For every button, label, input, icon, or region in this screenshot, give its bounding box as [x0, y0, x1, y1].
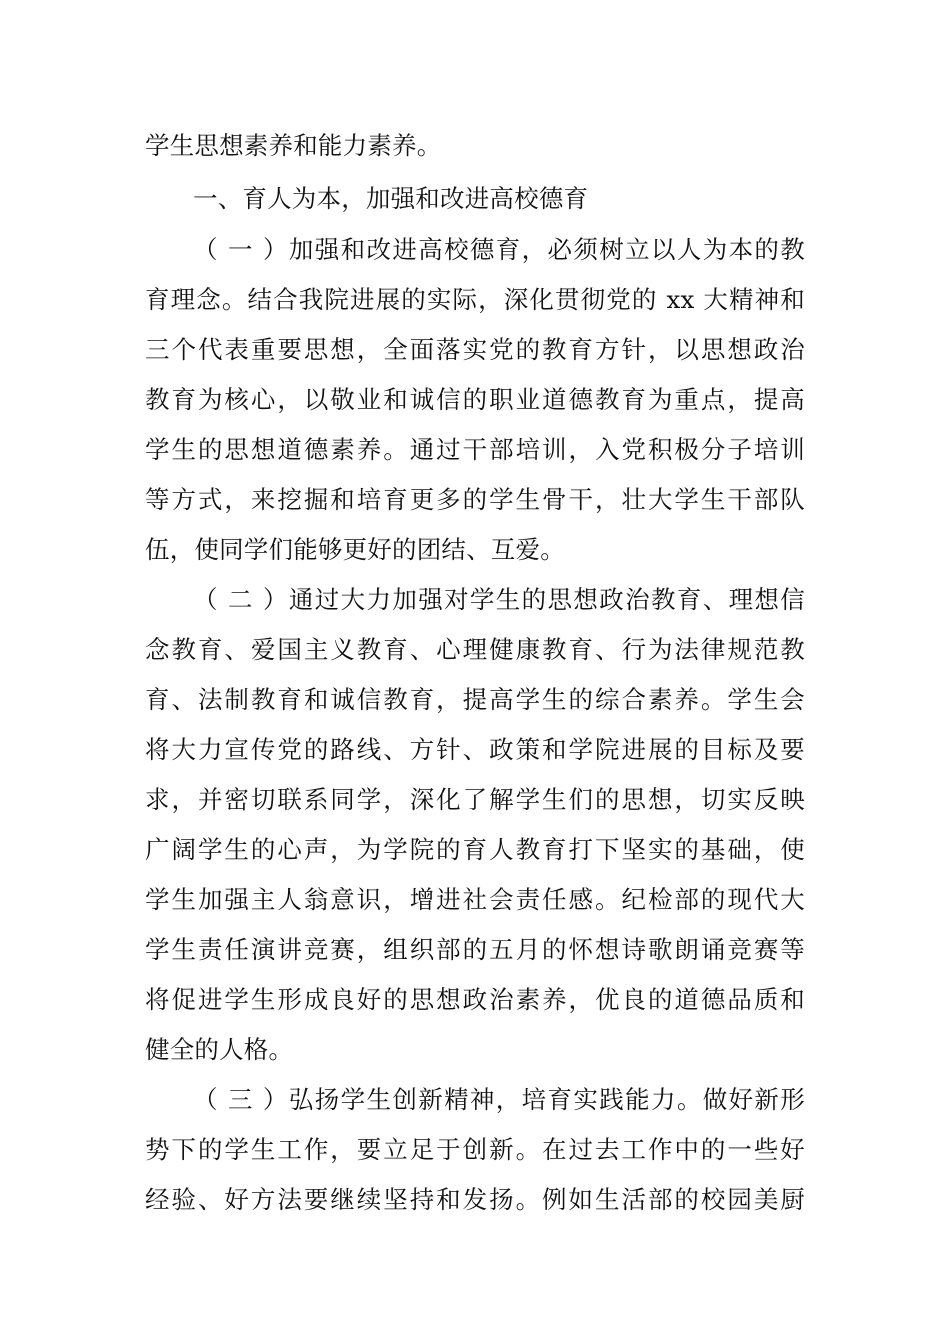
body-text-line: 学生责任演讲竞赛，组织部的五月的怀想诗歌朗诵竞赛等: [145, 935, 805, 964]
body-text-line: 健全的人格。: [145, 1035, 294, 1064]
body-text-line: 求，并密切联系同学，深化了解学生们的思想，切实反映: [145, 785, 805, 814]
body-text-line: 学生的思想道德素养。通过干部培训，入党积极分子培训: [145, 435, 805, 464]
body-text-line: 教育为核心，以敬业和诚信的职业道德教育为重点，提高: [145, 385, 805, 414]
body-text-line: 育理念。结合我院进展的实际，深化贯彻党的 xx 大精神和: [145, 285, 805, 314]
body-text-line: 育、法制教育和诚信教育，提高学生的综合素养。学生会: [145, 685, 805, 714]
body-text-line: 广阔学生的心声，为学院的育人教育打下坚实的基础，使: [145, 835, 805, 864]
body-text-line: 伍，使同学们能够更好的团结、互爱。: [145, 535, 565, 564]
body-text-line: 经验、好方法要继续坚持和发扬。例如生活部的校园美厨: [145, 1185, 805, 1214]
body-text-line: 势下的学生工作，要立足于创新。在过去工作中的一些好: [145, 1135, 805, 1164]
body-text-line: 三个代表重要思想，全面落实党的教育方针，以思想政治: [145, 335, 805, 364]
body-text-line: 念教育、爱国主义教育、心理健康教育、行为法律规范教: [145, 635, 805, 664]
section-heading: 一、育人为本，加强和改进高校德育: [193, 184, 589, 213]
body-text-line: 学生思想素养和能力素养。: [145, 131, 442, 160]
body-text-line: 学生加强主人翁意识，增进社会责任感。纪检部的现代大: [145, 885, 805, 914]
body-text-line: 将大力宣传党的路线、方针、政策和学院进展的目标及要: [145, 735, 805, 764]
body-text-line: （ 二 ）通过大力加强对学生的思想政治教育、理想信: [193, 585, 805, 614]
body-text-line: 将促进学生形成良好的思想政治素养，优良的道德品质和: [145, 985, 805, 1014]
body-text-line: （ 一 ）加强和改进高校德育，必须树立以人为本的教: [193, 235, 805, 264]
body-text-line: 等方式，来挖掘和培育更多的学生骨干，壮大学生干部队: [145, 485, 805, 514]
body-text-line: （ 三 ）弘扬学生创新精神，培育实践能力。做好新形: [193, 1085, 805, 1114]
